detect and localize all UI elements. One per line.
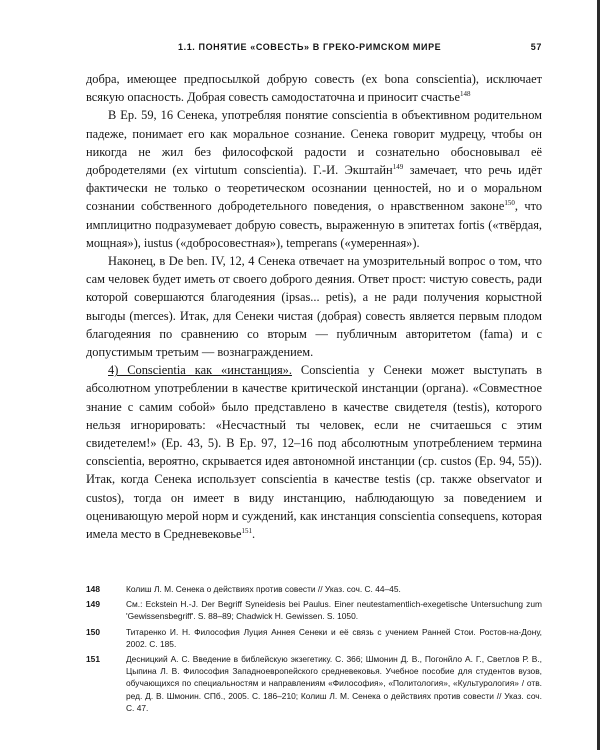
footnote-text: Колиш Л. М. Сенека о действиях против совести // Указ. соч. С. 44–45. (126, 584, 401, 594)
paragraph-3 (86, 252, 542, 361)
section-heading: 4) Conscientia как «инстанция». (108, 363, 292, 378)
footnote-number: 150 (86, 626, 100, 637)
paragraph-4 (86, 361, 542, 543)
running-header (86, 42, 542, 58)
paragraph-text: добра, имеющее предпосылкой добрую совесть (ex bona conscientia), исключает всякую опасность. Добрая совесть самодостаточна и приносит счастье (86, 72, 542, 105)
footnote (86, 598, 542, 622)
footnote-number: 151 (86, 654, 100, 665)
footnote (86, 653, 542, 714)
footnote-ref: 148 (459, 90, 471, 99)
page-number: 57 (530, 42, 542, 52)
paragraph-text: замечает, что речь идёт фактически не только о теоретическом осознании ценностей, но и о моральном сознании собственного добродетельного поведения, о нравственном законе (86, 163, 542, 214)
footnote (86, 626, 542, 650)
paragraph-2 (86, 106, 542, 252)
footnote-ref: 149 (392, 163, 404, 172)
footnote-text: Титаренко И. Н. Философия Луция Аннея Сенеки и её связь с учением Ранней Стои. Ростов-на-Дону, 2002. С. 185. (126, 626, 542, 649)
footnote (86, 583, 542, 595)
paragraph-text: Наконец, в De ben. IV, 12, 4 Сенека отвечает на умозрительный вопрос о том, что сам человек будет иметь от своего доброго деяния. Ответ прост: чистую совесть, ради которой совершаются благодеяния (ipsas... petis), а не ради получения корыстной выгоды (merces). Итак, для Сенеки чистая (добрая) совесть является первым плодом благодеяния по сравнению со вторым — публичным авторитетом (fama) и с допустимым третьим — вознаграждением. (86, 254, 542, 360)
footnotes (86, 583, 542, 717)
footnote-number: 149 (86, 599, 100, 610)
running-title: 1.1. ПОНЯТИЕ «СОВЕСТЬ» В ГРЕКО-РИМСКОМ МИРЕ (178, 42, 442, 52)
paragraph-text: , что имплицитно подразумевает добрую совесть, выраженную в эпитетах fortis («твёрдая, мощная»), iustus («добросовестная»), temperans («умеренная»). (86, 199, 543, 250)
paragraph-text: В Ep. 59, 16 Сенека, употребляя понятие conscientia в объективном родительном падеже, понимает его как моральное сознание. Сенека говорит мудрецу, чтобы он никогда не жил без философской радости и сознательно обосновывал её добродетелями (ex virtutum conscientia). Г.-И. Экштайн (86, 108, 542, 178)
main-text (86, 70, 542, 543)
footnote-text: См.: Eckstein H.-J. Der Begriff Syneidesis bei Paulus. Einer neutestamentlich-exegetische Untersuchung zum 'Gewissensbegriff'. S. 88–89; Chadwick H. Gewissen. S. 1050. (126, 599, 542, 622)
paragraph-1 (86, 70, 542, 106)
footnote-text: Десницкий А. С. Введение в библейскую экзегетику. С. 366; Шмонин Д. В., Погонйло А. Г., Светлов Р. В., Цыпина Л. В. Философия Западноевропейского средневековья. Учебное пособие для студентов вузов, обучающихся по специальностям и направлениям «Философия», «Политология», «Культурология» / отв. ред. Д. В. Шмонин. СПб., 2005. С. 186–210; Колиш Л. М. Сенека о действиях против совести // Указ. соч. С. 47. (126, 654, 542, 713)
footnote-number: 148 (86, 584, 100, 594)
footnote-ref: 151 (241, 527, 252, 536)
paragraph-end: . (252, 527, 256, 542)
footnote-ref: 150 (504, 199, 515, 208)
paragraph-text: Conscientia у Сенеки может выступать в абсолютном употреблении в качестве критической инстанции (органа). «Совместное знание с самим собой» было представлено в качестве свидетеля (testis), которого нельзя игнорировать: «Несчастный ты человек, если не считаешься с этим свидетелем!» (Ep. 43, 5). В Ep. 97, 12–16 под абсолютным употреблением термина conscientia, вероятно, скрывается идея автономной инстанции (ср. custos (Ep. 94, 55)). Итак, когда Сенека использует conscientia в качестве testis (ср. также observator и custos), тогда он имеет в виду инстанцию, наблюдающую за поведением и оценивающую мерой норм и суждений, как инстанция conscientia consequens, которая имела место в Средневековье (86, 363, 542, 542)
